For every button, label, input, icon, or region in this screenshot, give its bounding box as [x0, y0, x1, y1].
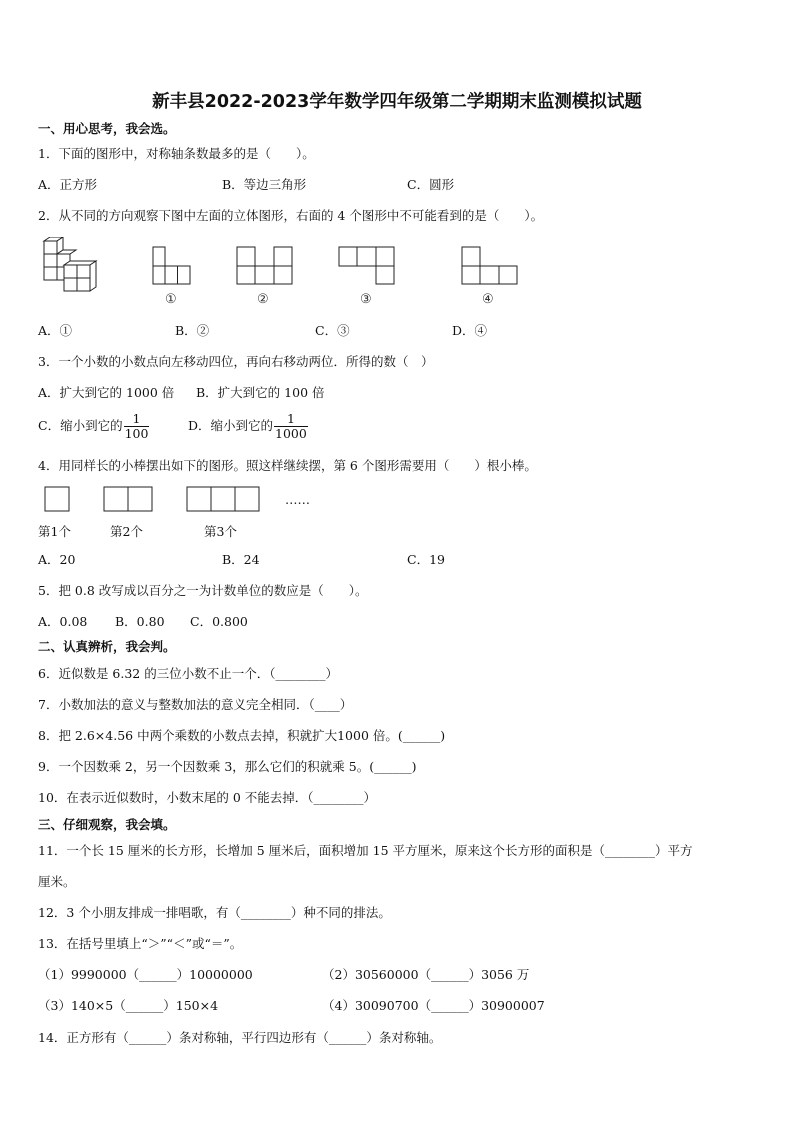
q4-option-a: A．20	[38, 552, 76, 567]
q13-part-3: （3）140×5（______）150×4	[38, 998, 219, 1013]
question-14: 14．正方形有（______）条对称轴，平行四边形有（______）条对称轴。	[38, 1030, 442, 1045]
question-7: 7．小数加法的意义与整数加法的意义完全相同．（____）	[38, 697, 353, 712]
question-3: 3．一个小数的小数点向左移动四位，再向右移动两位．所得的数（ ）	[38, 354, 434, 369]
question-1: 1．下面的图形中，对称轴条数最多的是（ ）。	[38, 146, 315, 161]
stick-pattern-2	[103, 486, 155, 514]
section-2-heading: 二、认真辨析，我会判。	[38, 639, 176, 654]
q2-option-b: B．②	[175, 323, 210, 338]
q2-option-a: A．①	[38, 323, 73, 338]
q5-option-b: B．0.80	[115, 614, 165, 629]
q13-part-2: （2）30560000（______）3056 万	[322, 967, 530, 982]
section-3-heading: 三、仔细观察，我会填。	[38, 817, 176, 832]
q3-option-d-label: D．缩小到它的	[188, 418, 274, 433]
question-11: 11．一个长 15 厘米的长方形，长增加 5 厘米后，面积增加 15 平方厘米，原来这个长方形的面积是（________）平方	[38, 843, 693, 858]
view-figure-1	[152, 246, 192, 286]
q3-option-b: B．扩大到它的 100 倍	[196, 385, 325, 400]
question-2: 2．从不同的方向观察下图中左面的立体图形，右面的 4 个图形中不可能看到的是（ ）。	[38, 208, 544, 223]
q3-option-c	[38, 412, 149, 441]
fraction-numerator: 1	[274, 412, 308, 427]
q4-option-c: C．19	[407, 552, 445, 567]
q2-option-d: D．④	[452, 323, 488, 338]
stick-pattern-3	[186, 486, 262, 514]
view-figure-3-caption: ③	[360, 292, 372, 307]
question-11-continued: 厘米。	[38, 874, 76, 889]
question-10: 10．在表示近似数时，小数末尾的 0 不能去掉．（________）	[38, 790, 377, 805]
view-figure-4-caption: ④	[482, 292, 494, 307]
fraction-denominator: 1000	[275, 426, 307, 441]
stick-pattern-1	[44, 486, 72, 514]
q13-part-4: （4）30090700（______）30900007	[322, 998, 545, 1013]
pattern-2-label: 第2个	[110, 524, 143, 539]
pattern-ellipsis: ……	[285, 492, 310, 507]
q2-option-c: C．③	[315, 323, 350, 338]
q3-option-a: A．扩大到它的 1000 倍	[38, 385, 175, 400]
view-figure-2	[236, 246, 294, 286]
fraction-denominator: 100	[124, 426, 149, 441]
question-8: 8．把 2.6×4.56 中两个乘数的小数点去掉，积就扩大1000 倍。(______)	[38, 728, 446, 743]
view-figure-1-caption: ①	[165, 292, 177, 307]
q1-option-b: B．等边三角形	[222, 177, 307, 192]
fraction-one-hundredth	[124, 412, 150, 441]
solid-figure-diagram	[40, 237, 110, 297]
q1-option-c: C．圆形	[407, 177, 455, 192]
fraction-numerator: 1	[124, 412, 150, 427]
question-9: 9．一个因数乘 2，另一个因数乘 3，那么它们的积就乘 5。(______)	[38, 759, 417, 774]
question-13: 13．在括号里填上“＞”“＜”或“＝”。	[38, 936, 243, 951]
q4-option-b: B．24	[222, 552, 260, 567]
q3-option-c-label: C．缩小到它的	[38, 418, 123, 433]
question-12: 12．3 个小朋友排成一排唱歌，有（________）种不同的排法。	[38, 905, 391, 920]
q3-option-d	[188, 412, 308, 441]
question-4: 4．用同样长的小棒摆出如下的图形。照这样继续摆，第 6 个图形需要用（ ）根小棒。	[38, 458, 537, 473]
question-6: 6．近似数是 6.32 的三位小数不止一个．（________）	[38, 666, 338, 681]
pattern-3-label: 第3个	[204, 524, 237, 539]
fraction-one-thousandth	[274, 412, 308, 441]
section-1-heading: 一、用心思考，我会选。	[38, 121, 176, 136]
pattern-1-label: 第1个	[38, 524, 71, 539]
q1-option-a: A．正方形	[38, 177, 98, 192]
view-figure-4	[461, 246, 519, 286]
q5-option-a: A．0.08	[38, 614, 88, 629]
page-title: 新丰县2022-2023学年数学四年级第二学期期末监测模拟试题	[152, 92, 642, 112]
q5-option-c: C．0.800	[190, 614, 248, 629]
view-figure-3	[338, 246, 396, 286]
q13-part-1: （1）9990000（______）10000000	[38, 967, 253, 982]
question-5: 5．把 0.8 改写成以百分之一为计数单位的数应是（ ）。	[38, 583, 368, 598]
view-figure-2-caption: ②	[257, 292, 269, 307]
